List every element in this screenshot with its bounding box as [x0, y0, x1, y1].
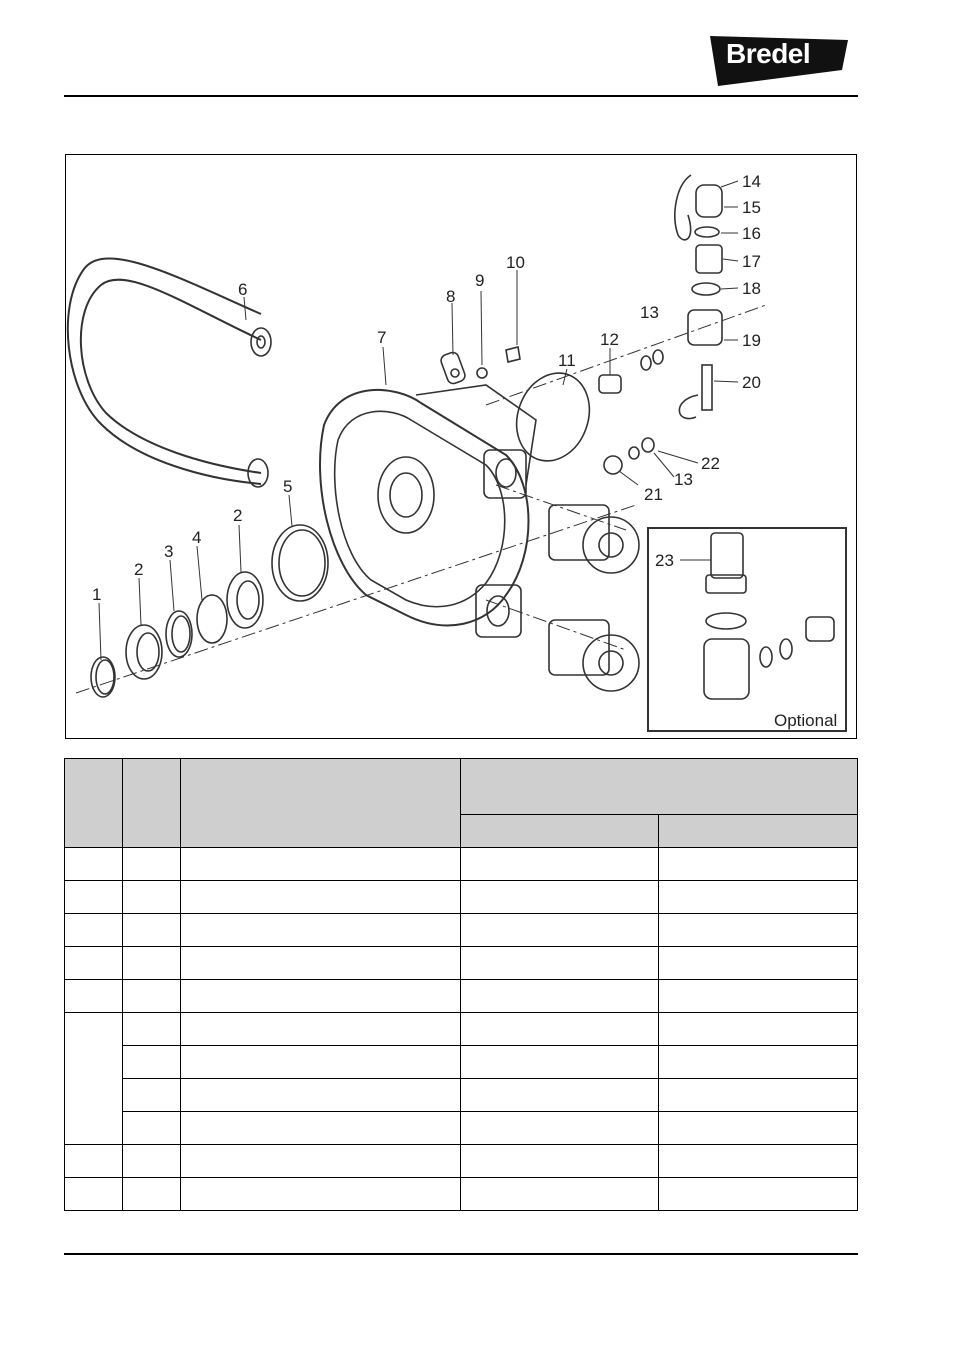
callout-11: 11: [558, 351, 576, 370]
callout-22: 22: [701, 454, 720, 473]
callout-4: 4: [192, 528, 202, 547]
table-row: [65, 914, 858, 947]
callout-8: 8: [446, 287, 456, 306]
table-row: [65, 1112, 858, 1145]
drawing-canvas: [66, 155, 857, 739]
callout-18: 18: [742, 279, 761, 298]
callout-7: 7: [377, 328, 387, 347]
callout-13a: 13: [640, 303, 659, 322]
callout-15: 15: [742, 198, 761, 217]
callout-12: 12: [600, 330, 619, 349]
table-row: [65, 947, 858, 980]
callout-19: 19: [742, 331, 761, 350]
callout-23: 23: [655, 551, 674, 570]
callout-17: 17: [742, 252, 761, 271]
callout-2b: 2: [233, 506, 243, 525]
header-cell-4: [461, 815, 659, 848]
parts-table: [64, 758, 858, 1211]
callout-14: 14: [742, 172, 761, 191]
exploded-view-drawing: [65, 154, 857, 739]
callout-6: 6: [238, 280, 248, 299]
header-cell-5: [659, 815, 858, 848]
table-row: [65, 1178, 858, 1211]
callout-20: 20: [742, 373, 761, 392]
table-row: [65, 980, 858, 1013]
optional-label: Optional: [774, 711, 838, 730]
callout-9: 9: [475, 271, 485, 290]
header-cell-1: [65, 759, 123, 848]
bredel-logo: [708, 34, 850, 86]
header-cell-2: [123, 759, 181, 848]
footer-rule: [64, 1253, 858, 1255]
callout-13b: 13: [674, 470, 693, 489]
table-row: [65, 1079, 858, 1112]
callout-5: 5: [283, 477, 293, 496]
header-cell-group: [461, 759, 858, 815]
table-row: [65, 1046, 858, 1079]
callout-10: 10: [506, 253, 525, 272]
callout-1: 1: [92, 585, 102, 604]
header-cell-3: [181, 759, 461, 848]
table-row: [65, 1145, 858, 1178]
callout-21: 21: [644, 485, 663, 504]
table-row: [65, 1013, 858, 1046]
callout-2a: 2: [134, 560, 144, 579]
table-row: [65, 881, 858, 914]
table-row: [65, 848, 858, 881]
callout-16: 16: [742, 224, 761, 243]
header-rule: [64, 95, 858, 97]
callout-3: 3: [164, 542, 174, 561]
logo-text: Bredel: [726, 38, 811, 69]
